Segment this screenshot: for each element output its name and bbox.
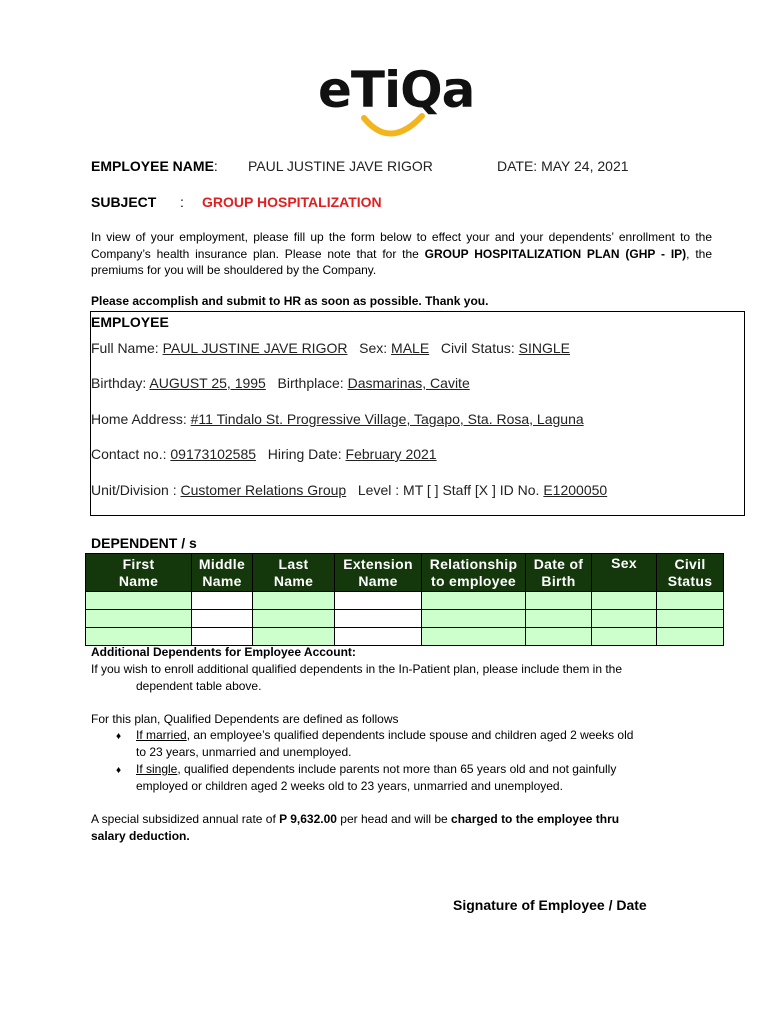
relationship-cell[interactable] [422,628,526,646]
diamond-bullet-icon: ♦ [116,731,122,742]
home-address-label: Home Address: [91,411,191,427]
dependents-heading: DEPENDENT / s [91,535,197,551]
etiqa-logo [318,62,488,142]
extension-name-cell[interactable] [335,628,422,646]
additional-text-line2: dependent table above. [136,679,262,693]
employee-name-row [91,158,218,174]
full-name-label: Full Name: [91,340,163,356]
birthplace-value[interactable]: Dasmarinas, Cavite [347,375,470,391]
extension-name-cell[interactable] [335,592,422,610]
married-bullet-line1: If married, an employee’s qualified dependents include spouse and children aged 2 weeks old [136,728,634,742]
intro-text-1: In view of your employment, please fill up the form below to effect your and your dependents’ enrollment to the Company’s health insurance plan. Please note that for the [91,230,712,261]
dependent-row [86,610,724,628]
home-address-value[interactable]: #11 Tindalo St. Progressive Village, Tagapo, Sta. Rosa, Laguna [190,411,584,427]
rate-amount: P 9,632.00 [279,812,337,826]
if-single-text: If single [136,762,178,776]
employee-section [90,311,745,516]
date-of-birth-cell[interactable] [526,592,592,610]
last-name-cell[interactable] [253,610,335,628]
relationship-cell[interactable] [422,592,526,610]
middle-name-cell[interactable] [192,628,253,646]
additional-text-line1: If you wish to enroll additional qualified dependents in the In-Patient plan, please include them in the [91,662,623,676]
qualified-defined-text: For this plan, Qualified Dependents are defined as follows [91,712,399,726]
single-bullet-line2: employed or children aged 2 weeks old to 23 years, unmarried and unemployed. [136,779,563,793]
col-date-of-birth: Date of Birth [526,554,592,592]
intro-text-2: , the premiums for you will be shouldered by the Company. [91,246,713,277]
birthday-label: Birthday: [91,375,150,391]
subject-colon: : [180,194,184,210]
dependent-row [86,592,724,610]
id-no-value[interactable]: E1200050 [543,482,608,498]
employee-heading: EMPLOYEE [91,314,169,330]
employee-name-label: EMPLOYEE NAME [91,158,214,174]
col-sex: Sex [592,554,657,592]
date-of-birth-cell[interactable] [526,628,592,646]
first-name-cell[interactable] [86,628,192,646]
last-name-cell[interactable] [253,592,335,610]
dependents-table [85,553,724,646]
birthplace-label: Birthplace: [277,375,348,391]
col-civil-status: Civil Status [657,554,724,592]
birthday-row [91,375,470,391]
first-name-cell[interactable] [86,610,192,628]
col-first-name: First Name [86,554,192,592]
diamond-bullet-icon: ♦ [116,765,122,776]
sex-cell[interactable] [592,610,657,628]
col-last-name: Last Name [253,554,335,592]
sex-label: Sex: [359,340,392,356]
logo-wordmark: eTiQa [318,61,475,119]
civil-status-value[interactable]: SINGLE [518,340,571,356]
hiring-date-label: Hiring Date: [267,446,346,462]
instruction-text: Please accomplish and submit to HR as soon as possible. Thank you. [91,294,489,308]
intro-plan-name: GROUP HOSPITALIZATION PLAN (GHP - IP) [424,246,687,261]
sex-cell[interactable] [592,628,657,646]
contact-label: Contact no.: [91,446,171,462]
smile-icon [318,110,488,140]
full-name-row [91,340,570,356]
rate-line1: A special subsidized annual rate of P 9,632.00 per head and will be charged to the employee thru [91,812,620,826]
col-relationship: Relationship to employee [422,554,526,592]
unit-value[interactable]: Customer Relations Group [180,482,347,498]
civil-status-cell[interactable] [657,592,724,610]
civil-status-cell[interactable] [657,628,724,646]
single-bullet-line1: If single, qualified dependents include parents not more than 65 years old and not gainfully [136,762,617,776]
employee-name-colon: : [213,158,218,174]
last-name-cell[interactable] [253,628,335,646]
subject-value: GROUP HOSPITALIZATION [202,194,382,210]
middle-name-cell[interactable] [192,610,253,628]
relationship-cell[interactable] [422,610,526,628]
hiring-date-value[interactable]: February 2021 [345,446,437,462]
employee-name-value: PAUL JUSTINE JAVE RIGOR [248,158,433,174]
unit-label: Unit/Division : [91,482,181,498]
if-married-text: If married [136,728,187,742]
full-name-value[interactable]: PAUL JUSTINE JAVE RIGOR [162,340,348,356]
married-bullet-line2: to 23 years, unmarried and unemployed. [136,745,352,759]
dependent-row [86,628,724,646]
level-label: Level : MT [ ] Staff [X ] ID No. [357,482,544,498]
additional-heading: Additional Dependents for Employee Account: [91,645,356,659]
sex-cell[interactable] [592,592,657,610]
unit-row [91,482,607,498]
date-label: DATE: MAY 24, 2021 [497,158,629,174]
intro-paragraph [91,229,712,279]
middle-name-cell[interactable] [192,592,253,610]
contact-row [91,446,437,462]
civil-status-cell[interactable] [657,610,724,628]
dependents-header-row [86,554,724,592]
col-extension-name: Extension Name [335,554,422,592]
extension-name-cell[interactable] [335,610,422,628]
col-middle-name: Middle Name [192,554,253,592]
birthday-value[interactable]: AUGUST 25, 1995 [149,375,266,391]
civil-status-label: Civil Status: [440,340,519,356]
first-name-cell[interactable] [86,592,192,610]
home-address-row [91,411,584,427]
rate-line2: salary deduction. [91,829,190,843]
contact-value[interactable]: 09173102585 [170,446,257,462]
sex-value[interactable]: MALE [391,340,430,356]
subject-label: SUBJECT [91,194,157,210]
date-of-birth-cell[interactable] [526,610,592,628]
signature-label: Signature of Employee / Date [453,897,647,913]
